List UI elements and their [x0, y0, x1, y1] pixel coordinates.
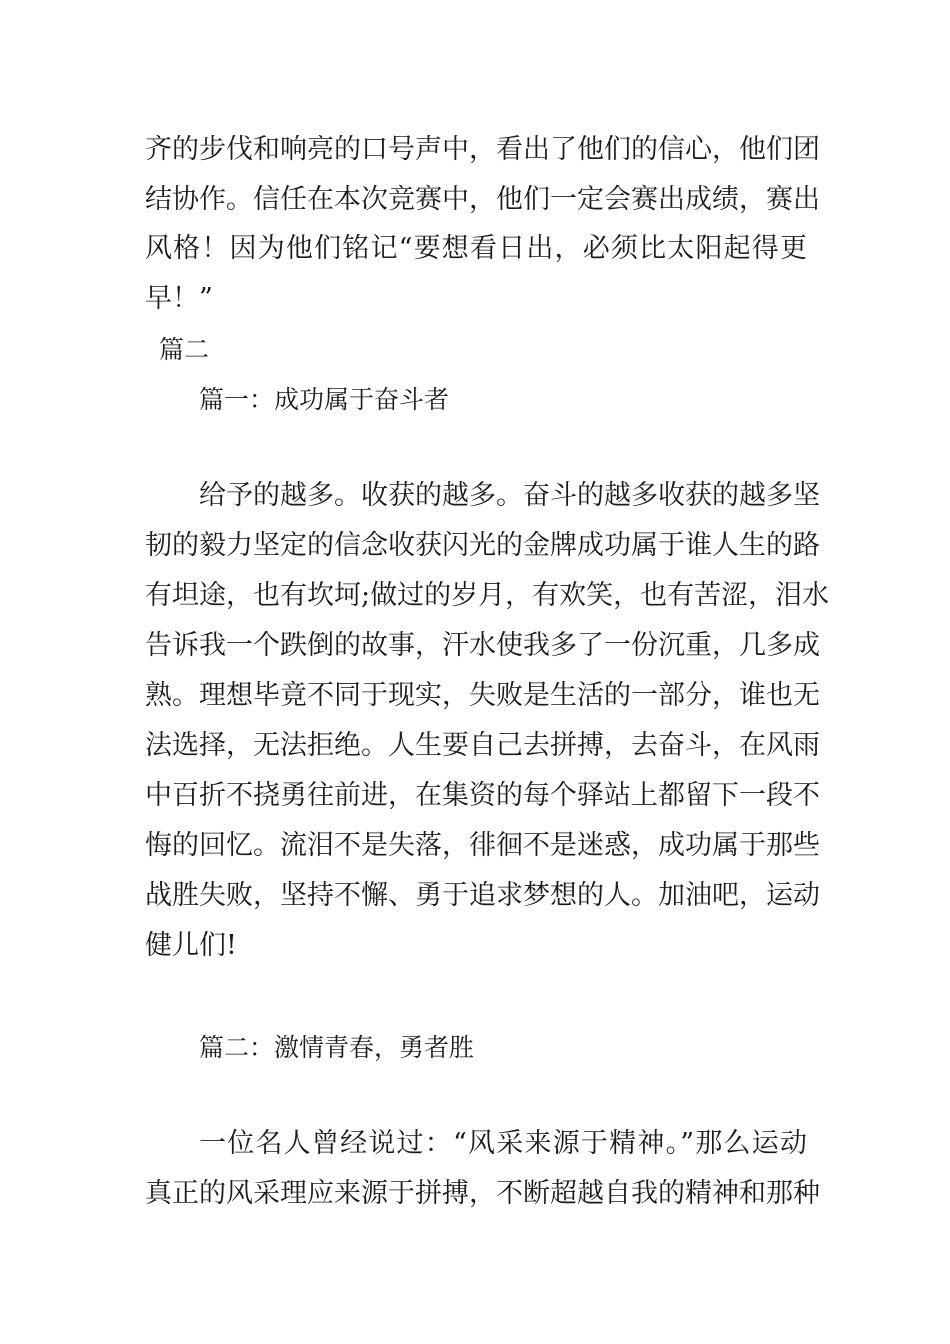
paragraph-line: 悔的回忆。流泪不是失落，徘徊不是迷惑，成功属于那些	[145, 830, 820, 861]
paragraph-line: 风格！因为他们铭记“要想看日出，必须比太阳起得更	[145, 233, 807, 264]
paragraph-line: 法选择，无法拒绝。人生要自己去拼搏，去奋斗，在风雨	[145, 730, 820, 761]
paragraph-line: 有坦途，也有坎坷;做过的岁月，有欢笑，也有苦涩，泪水	[145, 580, 830, 611]
paragraph-line: 中百折不挠勇往前进，在集资的每个驿站上都留下一段不	[145, 780, 820, 811]
paragraph-line: 一位名人曾经说过：“风采来源于精神。”那么运动	[199, 1128, 807, 1159]
essay-two-heading: 篇二：激情青春，勇者胜	[199, 1033, 475, 1062]
paragraph-line: 真正的风采理应来源于拼搏，不断超越自我的精神和那种	[145, 1178, 820, 1209]
section-label: 篇二	[159, 335, 210, 364]
paragraph-line: 告诉我一个跌倒的故事，汗水使我多了一份沉重，几多成	[145, 630, 820, 661]
paragraph-line: 齐的步伐和响亮的口号声中，看出了他们的信心，他们团	[145, 134, 820, 165]
paragraph-line: 健儿们!	[145, 930, 237, 961]
paragraph-line: 战胜失败，坚持不懈、勇于追求梦想的人。加油吧，运动	[145, 880, 820, 911]
essay-one-heading: 篇一：成功属于奋斗者	[199, 385, 450, 414]
paragraph-line: 给予的越多。收获的越多。奋斗的越多收获的越多坚	[199, 480, 820, 511]
paragraph-line: 早！”	[145, 283, 213, 314]
paragraph-line: 熟。理想毕竟不同于现实，失败是生活的一部分，谁也无	[145, 680, 820, 711]
paragraph-line: 韧的毅力坚定的信念收获闪光的金牌成功属于谁人生的路	[145, 530, 820, 561]
paragraph-line: 结协作。信任在本次竞赛中，他们一定会赛出成绩，赛出	[145, 184, 820, 215]
